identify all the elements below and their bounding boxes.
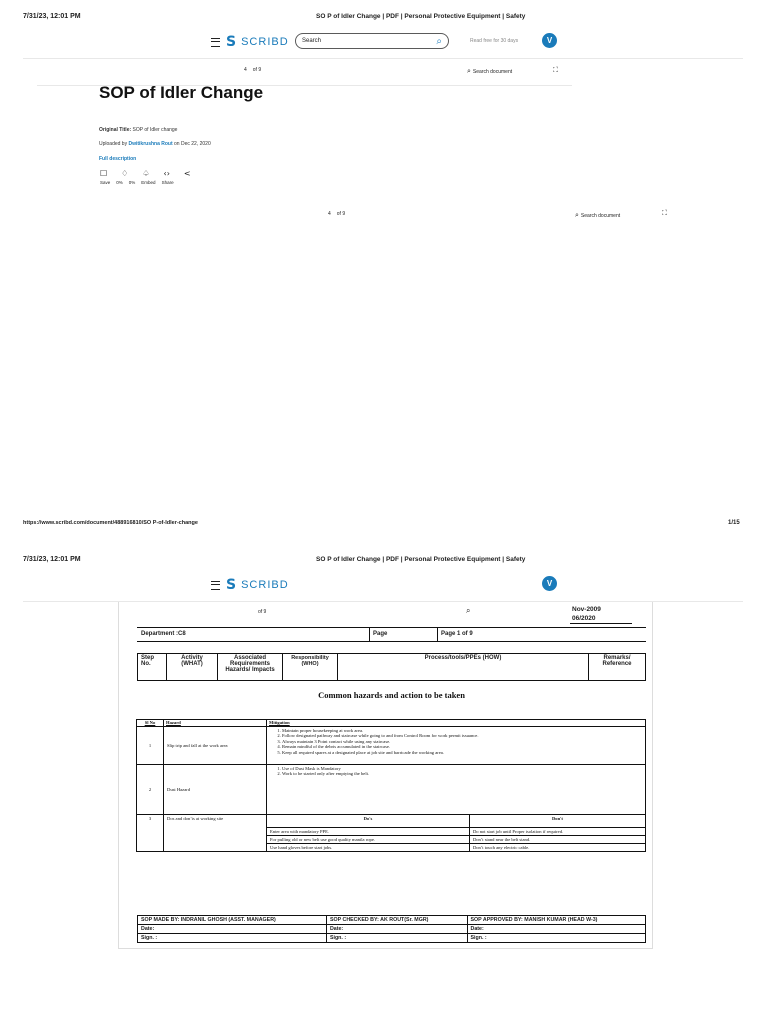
read-free-link[interactable]: Read free for 30 days — [470, 38, 519, 44]
scribd-logo-group[interactable] — [211, 34, 289, 50]
uploaded-by-label: Uploaded by — [99, 141, 128, 147]
scribd-logo-group-2[interactable] — [211, 577, 289, 593]
date-checked: Date: — [326, 925, 467, 934]
row-mitigation — [267, 727, 646, 765]
table-row — [137, 727, 646, 765]
page-divider — [437, 628, 438, 641]
thumbs-up-icon[interactable]: ♢ — [121, 169, 129, 178]
col-sl-no: Sl No — [137, 720, 164, 727]
col-responsibility: Responsibility (WHO) — [283, 654, 338, 681]
list-item: 1. Use of Dust Mask is Mandatory — [282, 766, 642, 771]
page-total-2: of 9 — [336, 211, 346, 217]
sign-checked: Sign. : — [326, 934, 467, 943]
col-step: Step No. — [138, 654, 167, 681]
logo-text-2: SCRIBD — [241, 579, 289, 591]
avatar-letter-2: V — [546, 579, 553, 588]
scribd-s-icon: S — [226, 34, 238, 50]
do-item: Use hand gloves before start jobs. — [267, 843, 469, 851]
do-item: For pulling old or new belt use good quality manila rope. — [267, 835, 469, 843]
print-datetime-2: 7/31/23, 12:01 PM — [23, 556, 81, 563]
search-doc-icon-2: ⌕ — [575, 211, 579, 219]
signoff-table — [137, 915, 646, 943]
search-doc-icon: ⌕ — [467, 67, 471, 75]
col-process: Process/tools/PPEs (HOW) — [338, 654, 589, 681]
col-activity: Activity (WHAT) — [167, 654, 218, 681]
page2-search-icon[interactable]: ⌕ — [466, 606, 471, 615]
dept-divider — [369, 628, 370, 641]
fullscreen-icon[interactable]: ⛶ — [553, 66, 558, 74]
page-label: Page — [373, 631, 388, 637]
scribd-s-icon-2: S — [226, 577, 238, 593]
page-indicator-2 — [328, 211, 345, 217]
table-row — [137, 815, 646, 852]
avatar-2[interactable] — [542, 576, 557, 591]
sign-approved: Sign. : — [467, 934, 645, 943]
dont-item: Don’t touch any electric cable. — [469, 843, 645, 851]
search-doc-label-2: Search document — [580, 212, 621, 219]
sign-made: Sign. : — [138, 934, 327, 943]
downvote-percent[interactable]: 0% — [128, 180, 136, 185]
bookmark-icon[interactable]: ☐ — [100, 169, 108, 178]
page-number[interactable]: 4 — [244, 67, 247, 73]
sop-date-2: 06/2020 — [572, 615, 596, 622]
row-sl: 2 — [137, 765, 164, 815]
col-remarks: Remarks/ Reference — [589, 654, 646, 681]
row-hazard: Dust Hazard — [164, 765, 267, 815]
list-item: 4. Remain mindful of the debris accumulated in the staircase. — [282, 744, 642, 749]
embed-button[interactable]: Embed — [141, 180, 156, 185]
save-button[interactable]: Save — [100, 180, 111, 185]
dos-donts-table — [267, 815, 645, 851]
dos-donts-cell — [267, 815, 646, 852]
page-indicator — [244, 67, 261, 73]
table-row — [137, 765, 646, 815]
list-item: 2. Follow designated pathway and staircase while going to and from Control Room for work permit issuance. — [282, 733, 642, 738]
do-item: Enter area with mandatory PPE. — [267, 827, 469, 835]
menu-icon[interactable] — [211, 38, 220, 47]
made-by: SOP MADE BY: INDRANIL GHOSH (ASST. MANAGER) — [138, 916, 327, 925]
list-item: 2. Work to be started only after emptying the belt. — [282, 771, 642, 776]
embed-icon[interactable]: ‹› — [163, 169, 170, 178]
menu-icon-2[interactable] — [211, 581, 220, 590]
logo-text: SCRIBD — [241, 36, 289, 48]
original-title — [99, 127, 177, 133]
col-mitigation: Mitigation — [267, 720, 646, 727]
dept-row — [137, 627, 646, 642]
avatar-letter: V — [546, 36, 553, 45]
row-hazard: Slip trip and fall at the work area — [164, 727, 267, 765]
thumbs-down-icon[interactable]: ♤ — [142, 169, 150, 178]
share-icon[interactable]: < — [183, 169, 191, 178]
department-label: Department :C8 — [141, 631, 186, 637]
scribd-logo[interactable] — [226, 34, 289, 50]
page2-total: of 9 — [258, 609, 267, 615]
row-sl: 1 — [137, 727, 164, 765]
row-mitigation — [267, 765, 646, 815]
col-requirements: Associated Requirements Hazards/ Impacts — [218, 654, 283, 681]
uploader-link[interactable]: Dwitikrushna Rout — [128, 141, 173, 147]
upload-date: on Dec 22, 2020 — [174, 141, 211, 147]
list-item: 1. Maintain proper housekeeping at work area. — [282, 728, 642, 733]
upload-info — [99, 141, 211, 147]
scribd-logo-2[interactable] — [226, 577, 289, 593]
dont-item: Do not start job until Proper isolation if required. — [469, 827, 645, 835]
share-button[interactable]: Share — [161, 180, 174, 185]
checked-by: SOP CHECKED BY: AK ROUT(Sr. MGR) — [326, 916, 467, 925]
hazards-table — [136, 719, 646, 852]
search-doc-label: Search document — [472, 68, 513, 75]
print-footer-page: 1/15 — [728, 520, 740, 526]
avatar[interactable] — [542, 33, 557, 48]
nav-divider — [23, 58, 743, 59]
approved-by: SOP APPROVED BY: MANISH KUMAR (HEAD W-3) — [467, 916, 645, 925]
hazards-heading: Common hazards and action to be taken — [318, 690, 465, 700]
list-item: 3. Always maintain 3 Point contact while using any staircase. — [282, 739, 642, 744]
fullscreen-icon-2[interactable]: ⛶ — [662, 209, 667, 217]
original-title-label: Original Title: — [99, 127, 132, 133]
sop-column-header — [137, 653, 646, 681]
print-datetime: 7/31/23, 12:01 PM — [23, 13, 81, 20]
print-page-title: SO P of Idler Change | PDF | Personal Protective Equipment | Safety — [316, 13, 526, 20]
page-total: of 9 — [252, 67, 262, 73]
page-value: Page 1 of 9 — [441, 631, 473, 637]
date-made: Date: — [138, 925, 327, 934]
row-hazard: Dos and don’ts at working site — [164, 815, 267, 852]
search-placeholder: Search — [302, 38, 322, 44]
date-approved: Date: — [467, 925, 645, 934]
search-icon[interactable]: ⌕ — [436, 35, 442, 47]
original-title-value: SOP of Idler change — [132, 127, 178, 133]
document-title: SOP of Idler Change — [99, 83, 264, 102]
full-description-link[interactable]: Full description — [99, 156, 137, 162]
print-footer-url: https://www.scribd.com/document/488916810/SO P-of-Idler-change — [23, 520, 198, 526]
action-bar — [100, 169, 191, 185]
row-sl: 3 — [137, 815, 164, 852]
upvote-percent[interactable]: 0% — [116, 180, 123, 185]
date-underline — [570, 623, 632, 624]
search-input[interactable] — [295, 33, 449, 49]
donts-header: Don't — [469, 815, 645, 827]
print-page-title-2: SO P of Idler Change | PDF | Personal Protective Equipment | Safety — [316, 556, 526, 563]
col-hazard: Hazard — [164, 720, 267, 727]
search-document[interactable] — [467, 67, 512, 76]
list-item: 5. Keep all required spares at a designated place at job site and barricade the working area. — [282, 750, 642, 755]
search-document-2[interactable] — [575, 211, 620, 220]
page-number-2[interactable]: 4 — [328, 211, 331, 217]
sop-date-1: Nov-2009 — [572, 606, 601, 613]
dos-header: Do's — [267, 815, 469, 827]
dont-item: Don’t stand near the belt stand. — [469, 835, 645, 843]
